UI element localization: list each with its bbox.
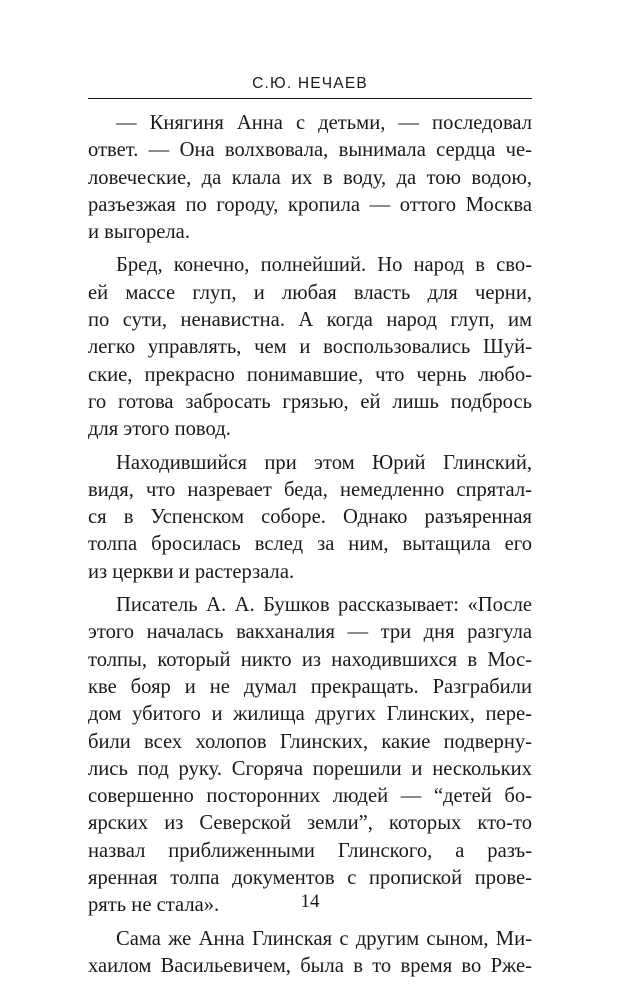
body-text <box>88 110 532 980</box>
text-line: легко управлять, чем и воспользовались Шуй- <box>88 336 532 359</box>
text-line: хаилом Васильевичем, была в то время во Рже- <box>88 954 532 977</box>
text-line: Бред, конечно, полнейший. Но народ в сво- <box>116 254 532 277</box>
paragraph <box>88 252 532 443</box>
text-line: — Княгиня Анна с детьми, — последовал <box>116 112 532 134</box>
text-line: толпы, который никто из находившихся в Мос- <box>88 648 532 671</box>
text-line: этого началась вакханалия — три дня разгула <box>88 621 532 644</box>
text-line: ловеческие, да клала их в воду, да тою водою, <box>88 166 532 189</box>
text-line: для этого повод. <box>88 418 231 441</box>
header-rule <box>88 98 532 99</box>
text-line: били всех холопов Глинских, какие подверну- <box>88 730 532 753</box>
text-line: Сама же Анна Глинская с другим сыном, Ми- <box>116 927 532 950</box>
running-head: С.Ю. НЕЧАЕВ <box>252 75 368 92</box>
paragraph <box>88 926 532 981</box>
text-line: го готова забросать грязью, ей лишь подбрось <box>88 390 532 413</box>
text-line: разъезжая по городу, кропила — оттого Москва <box>88 193 532 216</box>
text-line: ответ. — Она волхвовала, вынимала сердца че- <box>88 139 532 162</box>
paragraph <box>88 110 532 246</box>
paragraph <box>88 592 532 920</box>
text-line: видя, что назревает беда, немедленно спрятал- <box>88 478 532 501</box>
text-line: и выгорела. <box>88 221 190 244</box>
text-line: яренная толпа документов с пропиской прове- <box>88 867 532 890</box>
text-line: Писатель А. А. Бушков рассказывает: «После <box>116 594 532 617</box>
text-line: по сути, ненавистна. А когда народ глуп, им <box>88 309 532 332</box>
text-line: дом убитого и жилища других Глинских, пере- <box>88 703 532 726</box>
text-line: Находившийся при этом Юрий Глинский, <box>116 451 532 474</box>
text-line: ские, прекрасно понимавшие, что чернь любо- <box>88 363 532 386</box>
text-line: ей массе глуп, и любая власть для черни, <box>88 281 532 304</box>
text-line: толпа бросилась вслед за ним, вытащила его <box>88 533 532 556</box>
text-line: совершенно посторонних людей — “детей бо- <box>88 785 532 808</box>
page-number: 14 <box>300 891 320 912</box>
text-line: назвал приближенными Глинского, а разъ- <box>88 839 532 862</box>
text-line: ся в Успенском соборе. Однако разъяренная <box>88 506 532 529</box>
text-line: ярских из Северской земли”, которых кто-то <box>88 812 532 835</box>
text-line: кве бояр и не думал прекращать. Разграбили <box>88 675 532 698</box>
text-line: рять не стала». <box>88 894 220 917</box>
text-line: лись под руку. Сгоряча порешили и нескольких <box>88 757 532 780</box>
text-line: из церкви и растерзала. <box>88 560 295 583</box>
paragraph <box>88 450 532 586</box>
